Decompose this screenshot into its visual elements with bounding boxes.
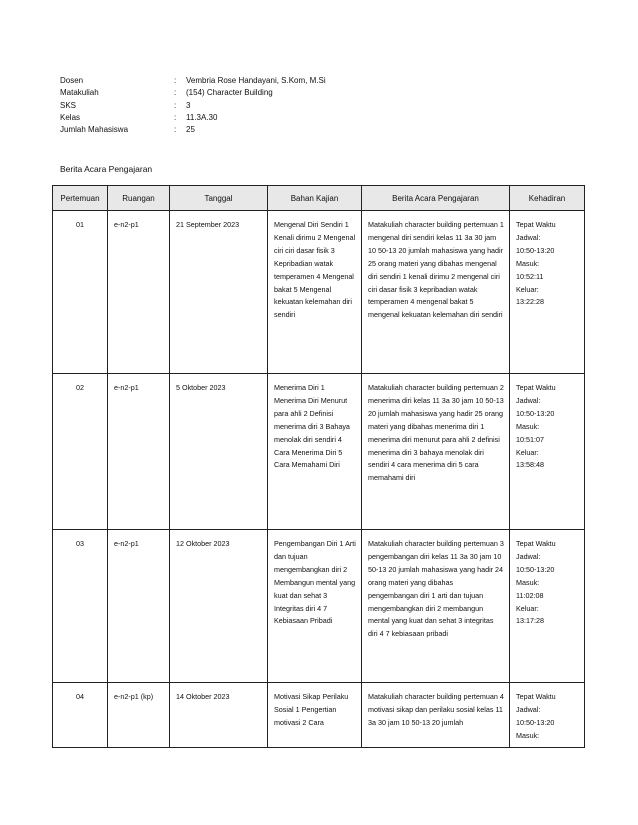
info-value: 3 xyxy=(186,100,191,110)
cell-tanggal: 14 Oktober 2023 xyxy=(170,683,268,748)
table-header-row xyxy=(53,186,585,211)
info-value: 25 xyxy=(186,125,195,135)
cell-berita-acara: Matakuliah character building pertemuan 4 motivasi sikap dan perilaku sosial kelas 11 3a 30 jam 10 50-13 20 jumlah xyxy=(362,683,510,748)
kehadiran-jadwal-label: Jadwal: xyxy=(516,232,541,242)
header-tanggal: Tanggal xyxy=(170,186,268,211)
cell-kehadiran xyxy=(510,530,585,683)
header-bahan-kajian: Bahan Kajian xyxy=(268,186,362,211)
kehadiran-masuk: 10:51:07 xyxy=(516,434,544,444)
table-row xyxy=(53,211,585,374)
table-row xyxy=(53,530,585,683)
table-row xyxy=(53,683,585,748)
cell-kehadiran xyxy=(510,374,585,530)
info-label: Dosen xyxy=(60,76,84,85)
cell-pertemuan: 03 xyxy=(53,530,108,683)
kehadiran-masuk-label: Masuk: xyxy=(516,421,540,431)
kehadiran-keluar-label: Keluar: xyxy=(516,447,539,457)
kehadiran-keluar-label: Keluar: xyxy=(516,284,539,294)
info-row-dosen: Dosen : Vembria Rose Handayani, S.Kom, M.Si xyxy=(60,75,326,87)
kehadiran-status: Tepat Waktu xyxy=(516,539,556,548)
info-value: Vembria Rose Handayani, S.Kom, M.Si xyxy=(186,76,326,85)
kehadiran-jadwal-label: Jadwal: xyxy=(516,395,541,405)
info-row-matakuliah: Matakuliah : (154) Character Building xyxy=(60,87,326,99)
course-info xyxy=(60,75,326,136)
header-berita-acara: Berita Acara Pengajaran xyxy=(362,186,510,211)
info-label: Jumlah Mahasiswa xyxy=(60,125,129,135)
kehadiran-jadwal-label: Jadwal: xyxy=(516,704,541,714)
cell-tanggal: 21 September 2023 xyxy=(170,211,268,374)
kehadiran-keluar: 13:58:48 xyxy=(516,460,544,470)
cell-bahan-kajian: Mengenal Diri Sendiri 1 Kenali dirimu 2 Mengenal ciri ciri dasar fisik 3 Kepribadian watak temperamen 4 Mengenal bakat 5 Mengenal kekuatan kelemahan diri sendiri xyxy=(268,211,362,374)
kehadiran-status: Tepat Waktu xyxy=(516,220,556,229)
cell-berita-acara: Matakuliah character building pertemuan 1 mengenal diri sendiri kelas 11 3a 30 jam 10 50-13 20 jumlah mahasiswa yang hadir 25 orang materi yang dibahas mengenal diri sendiri 1 kenali dirimu 2 mengenal ciri ciri dasar fisik 3 kepribadian watak temperamen 4 mengenal bakat 5 mengenal kekuatan kelemahan diri sendiri xyxy=(362,211,510,374)
info-value: 11.3A.30 xyxy=(186,112,218,122)
kehadiran-jadwal: 10:50-13:20 xyxy=(516,408,555,418)
cell-ruangan: e-n2-p1 xyxy=(108,530,170,683)
table-row xyxy=(53,374,585,530)
berita-acara-table xyxy=(52,185,585,748)
header-kehadiran: Kehadiran xyxy=(510,186,585,211)
cell-ruangan: e-n2-p1 xyxy=(108,374,170,530)
kehadiran-jadwal: 10:50-13:20 xyxy=(516,564,555,574)
kehadiran-keluar: 13:17:28 xyxy=(516,616,544,626)
cell-kehadiran xyxy=(510,211,585,374)
info-row-jumlah-mahasiswa: Jumlah Mahasiswa : 25 xyxy=(60,124,326,136)
cell-tanggal: 12 Oktober 2023 xyxy=(170,530,268,683)
kehadiran-masuk-label: Masuk: xyxy=(516,577,540,587)
kehadiran-masuk: 10:52:11 xyxy=(516,271,544,281)
info-label: Kelas xyxy=(60,112,81,122)
cell-ruangan: e-n2-p1 xyxy=(108,211,170,374)
kehadiran-masuk-label: Masuk: xyxy=(516,258,540,268)
header-pertemuan: Pertemuan xyxy=(53,186,108,211)
kehadiran-jadwal: 10:50-13:20 xyxy=(516,717,555,727)
cell-pertemuan: 02 xyxy=(53,374,108,530)
cell-berita-acara: Matakuliah character building pertemuan 3 pengembangan diri kelas 11 3a 30 jam 10 50-13 20 jumlah mahasiswa yang hadir 24 orang materi yang dibahas pengembangan diri 1 arti dan tujuan mengembangkan diri 2 membangun mental yang kuat dan sehat 3 integritas diri 4 7 kebiasaan pribadi xyxy=(362,530,510,683)
cell-ruangan: e-n2-p1 (kp) xyxy=(108,683,170,748)
cell-berita-acara: Matakuliah character building pertemuan 2 menerima diri kelas 11 3a 30 jam 10 50-13 20 jumlah mahasiswa yang hadir 25 orang materi yang dibahas menerima diri 1 menerima diri menurut para ahli 2 definisi menerima diri 3 bahaya menolak diri sendiri 4 cara menerima diri 5 cara memahami diri xyxy=(362,374,510,530)
kehadiran-masuk: 11:02:08 xyxy=(516,590,544,600)
info-label: Matakuliah xyxy=(60,88,99,98)
info-row-sks: SKS : 3 xyxy=(60,100,326,112)
header-ruangan: Ruangan xyxy=(108,186,170,211)
kehadiran-jadwal-label: Jadwal: xyxy=(516,551,541,561)
cell-bahan-kajian: Pengembangan Diri 1 Arti dan tujuan mengembangkan diri 2 Membangun mental yang kuat dan sehat 3 Integritas diri 4 7 Kebiasaan Pribadi xyxy=(268,530,362,683)
kehadiran-status: Tepat Waktu xyxy=(516,692,556,701)
kehadiran-keluar: 13:22:28 xyxy=(516,297,544,307)
cell-pertemuan: 04 xyxy=(53,683,108,748)
info-value: (154) Character Building xyxy=(186,88,273,98)
kehadiran-jadwal: 10:50-13:20 xyxy=(516,245,555,255)
cell-bahan-kajian: Motivasi Sikap Perilaku Sosial 1 Pengertian motivasi 2 Cara xyxy=(268,683,362,748)
cell-pertemuan: 01 xyxy=(53,211,108,374)
section-title: Berita Acara Pengajaran xyxy=(60,164,153,174)
cell-tanggal: 5 Oktober 2023 xyxy=(170,374,268,530)
cell-kehadiran xyxy=(510,683,585,748)
info-label: SKS xyxy=(60,100,77,110)
cell-bahan-kajian: Menerima Diri 1 Menerima Diri Menurut para ahli 2 Definisi menerima diri 3 Bahaya menolak diri sendiri 4 Cara Menerima Diri 5 Cara Memahami Diri xyxy=(268,374,362,530)
kehadiran-masuk-label: Masuk: xyxy=(516,730,540,740)
kehadiran-status: Tepat Waktu xyxy=(516,383,556,392)
kehadiran-keluar-label: Keluar: xyxy=(516,603,539,613)
info-row-kelas: Kelas : 11.3A.30 xyxy=(60,112,326,124)
